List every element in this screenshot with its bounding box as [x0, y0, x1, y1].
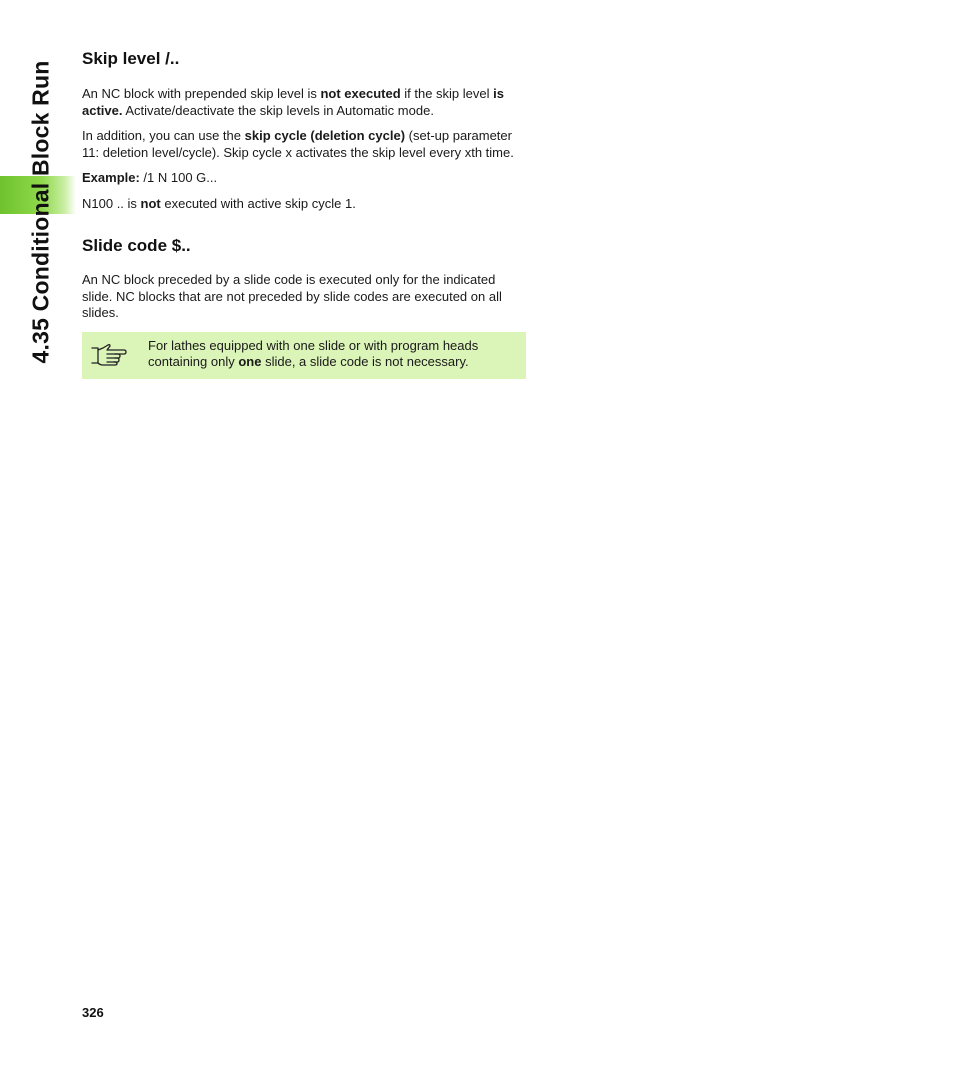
note-text [148, 338, 518, 371]
text: For lathes equipped with one slide or with program heads containing only [148, 337, 479, 369]
section-heading-skip-level: Skip level /.. [82, 49, 180, 68]
text: executed with active skip cycle 1. [160, 195, 356, 211]
text: Activate/deactivate the skip levels in Automatic mode. [122, 102, 434, 118]
emphasis: one [238, 354, 262, 369]
emphasis: skip cycle (deletion cycle) [244, 128, 406, 143]
emphasis: not [140, 195, 161, 211]
note-box [82, 332, 526, 379]
chapter-title: 4.35 Conditional Block Run [27, 60, 54, 364]
example-label: Example: [82, 170, 140, 185]
paragraph-skip-cycle [82, 128, 526, 161]
text: if the skip level [400, 86, 494, 101]
text: slide, a slide code is not necessary. [261, 354, 469, 369]
paragraph-slide-code: An NC block preceded by a slide code is executed only for the indicated slide. NC blocks that are not preceded by slide codes are executed on all slides. [82, 272, 502, 320]
page-content [82, 48, 526, 379]
example-code: /1 N 100 G... [139, 170, 218, 185]
emphasis: is active. [82, 86, 504, 118]
text: N100 .. is [82, 195, 141, 211]
text: In addition, you can use the [82, 128, 245, 143]
emphasis: not executed [320, 86, 401, 101]
section-heading-slide-code: Slide code $.. [82, 236, 191, 255]
paragraph-example-explanation [82, 196, 526, 213]
text: An NC block with prepended skip level is [82, 86, 321, 101]
text: (set-up parameter 11: deletion level/cycle). Skip cycle x activates the skip level every xth time. [82, 128, 514, 160]
pointing-hand-icon [91, 342, 127, 366]
paragraph-skip-level-intro [82, 86, 526, 119]
page-number: 326 [82, 1005, 104, 1020]
paragraph-example [82, 170, 526, 187]
